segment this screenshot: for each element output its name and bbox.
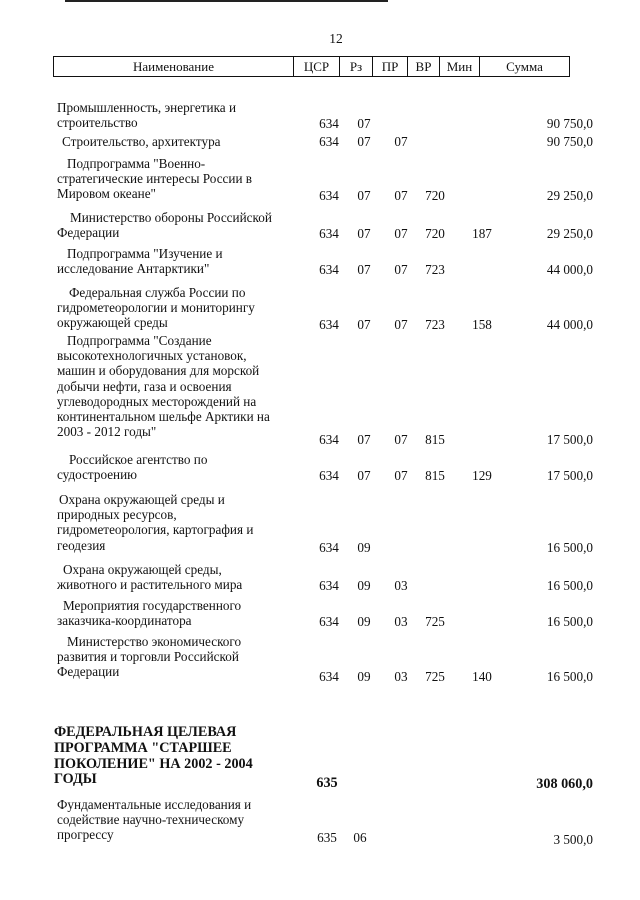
row-sum: 16 500,0 [546, 540, 593, 555]
row-sum: 90 750,0 [546, 134, 593, 149]
row-rz: 07 [357, 188, 371, 203]
row-rz: 07 [357, 432, 371, 447]
row-pr: 07 [394, 262, 408, 277]
row-csr: 634 [319, 614, 339, 629]
row-min: 129 [472, 468, 492, 483]
row-vr: 723 [425, 317, 445, 332]
row-csr: 634 [319, 669, 339, 684]
row-pr: 07 [394, 468, 408, 483]
row-vr: 720 [425, 188, 445, 203]
row-min: 187 [472, 226, 492, 241]
row-csr: 634 [319, 116, 339, 131]
row-rz: 07 [357, 116, 371, 131]
row-sum: 16 500,0 [546, 614, 593, 629]
row-name: Строительство, архитектура [62, 134, 221, 149]
page-number: 12 [329, 31, 343, 46]
row-csr: 634 [319, 226, 339, 241]
row-rz: 09 [357, 669, 371, 684]
header-rz: Рз [340, 57, 373, 76]
row-vr: 815 [425, 468, 445, 483]
row-vr: 815 [425, 432, 445, 447]
row-csr: 634 [319, 578, 339, 593]
row-csr: 634 [319, 262, 339, 277]
row-name: Охрана окружающей среды и природных ресурсов, гидрометеорология, картография и геодезия [57, 492, 254, 553]
table-header [53, 56, 570, 77]
row-name: Мероприятия государственного заказчика-координатора [57, 598, 242, 629]
header-min: Мин [440, 57, 480, 76]
row-sum: 16 500,0 [546, 669, 593, 684]
row-csr: 635 [317, 830, 337, 845]
row-sum: 308 060,0 [536, 776, 593, 792]
header-vr: ВР [408, 57, 440, 76]
row-min: 158 [472, 317, 492, 332]
row-sum: 44 000,0 [546, 262, 593, 277]
header-pr: ПР [373, 57, 408, 76]
row-sum: 44 000,0 [546, 317, 593, 332]
row-sum: 16 500,0 [546, 578, 593, 593]
row-name: Подпрограмма "Военно- стратегические интересы России в Мировом океане" [57, 156, 253, 202]
row-csr: 634 [319, 134, 339, 149]
header-csr: ЦСР [294, 57, 340, 76]
row-pr: 03 [394, 614, 408, 629]
row-pr: 03 [394, 669, 408, 684]
row-csr: 634 [319, 188, 339, 203]
row-name: Министерство обороны Российской Федерации [57, 210, 272, 241]
row-name: Охрана окружающей среды, животного и растительного мира [57, 562, 243, 593]
row-rz: 07 [357, 134, 371, 149]
row-rz: 09 [357, 540, 371, 555]
row-sum: 29 250,0 [546, 226, 593, 241]
row-csr: 634 [319, 317, 339, 332]
program-heading: ФЕДЕРАЛЬНАЯ ЦЕЛЕВАЯ ПРОГРАММА "СТАРШЕЕ ПОКОЛЕНИЕ" НА 2002 - 2004 ГОДЫ [54, 724, 253, 788]
row-rz: 07 [357, 468, 371, 483]
row-pr: 07 [394, 317, 408, 332]
row-pr: 07 [394, 188, 408, 203]
row-rz: 07 [357, 317, 371, 332]
row-rz: 07 [357, 226, 371, 241]
row-vr: 720 [425, 226, 445, 241]
row-sum: 17 500,0 [546, 432, 593, 447]
row-name: Российское агентство по судостроению [57, 452, 208, 483]
row-sum: 17 500,0 [546, 468, 593, 483]
row-vr: 723 [425, 262, 445, 277]
row-name: Промышленность, энергетика и строительство [57, 100, 237, 131]
header-sum: Сумма [506, 59, 543, 74]
row-name: Фундаментальные исследования и содействие научно-техническому прогрессу [57, 797, 252, 843]
row-vr: 725 [425, 669, 445, 684]
row-rz: 06 [353, 830, 367, 845]
row-csr: 634 [319, 468, 339, 483]
row-rz: 09 [357, 614, 371, 629]
top-rule [65, 0, 388, 2]
row-pr: 07 [394, 134, 408, 149]
row-rz: 09 [357, 578, 371, 593]
row-name: Федеральная служба России по гидрометеорологии и мониторингу окружающей среды [57, 285, 255, 331]
row-sum: 3 500,0 [553, 832, 593, 847]
header-name: Наименование [54, 57, 294, 76]
row-pr: 07 [394, 432, 408, 447]
row-min: 140 [472, 669, 492, 684]
row-name: Подпрограмма "Изучение и исследование Антарктики" [57, 246, 223, 277]
row-name: Министерство экономического развития и торговли Российской Федерации [57, 634, 242, 680]
row-csr: 634 [319, 432, 339, 447]
row-pr: 07 [394, 226, 408, 241]
row-rz: 07 [357, 262, 371, 277]
row-vr: 725 [425, 614, 445, 629]
row-csr: 635 [316, 775, 338, 791]
row-name: Подпрограмма "Создание высокотехнологичных установок, машин и оборудования для морской добычи нефти, газа и освоения углеводородных месторождений на континентальном шельфе Арктики на 2003 - 2012 годы" [57, 333, 270, 440]
row-pr: 03 [394, 578, 408, 593]
row-sum: 90 750,0 [546, 116, 593, 131]
row-csr: 634 [319, 540, 339, 555]
row-sum: 29 250,0 [546, 188, 593, 203]
